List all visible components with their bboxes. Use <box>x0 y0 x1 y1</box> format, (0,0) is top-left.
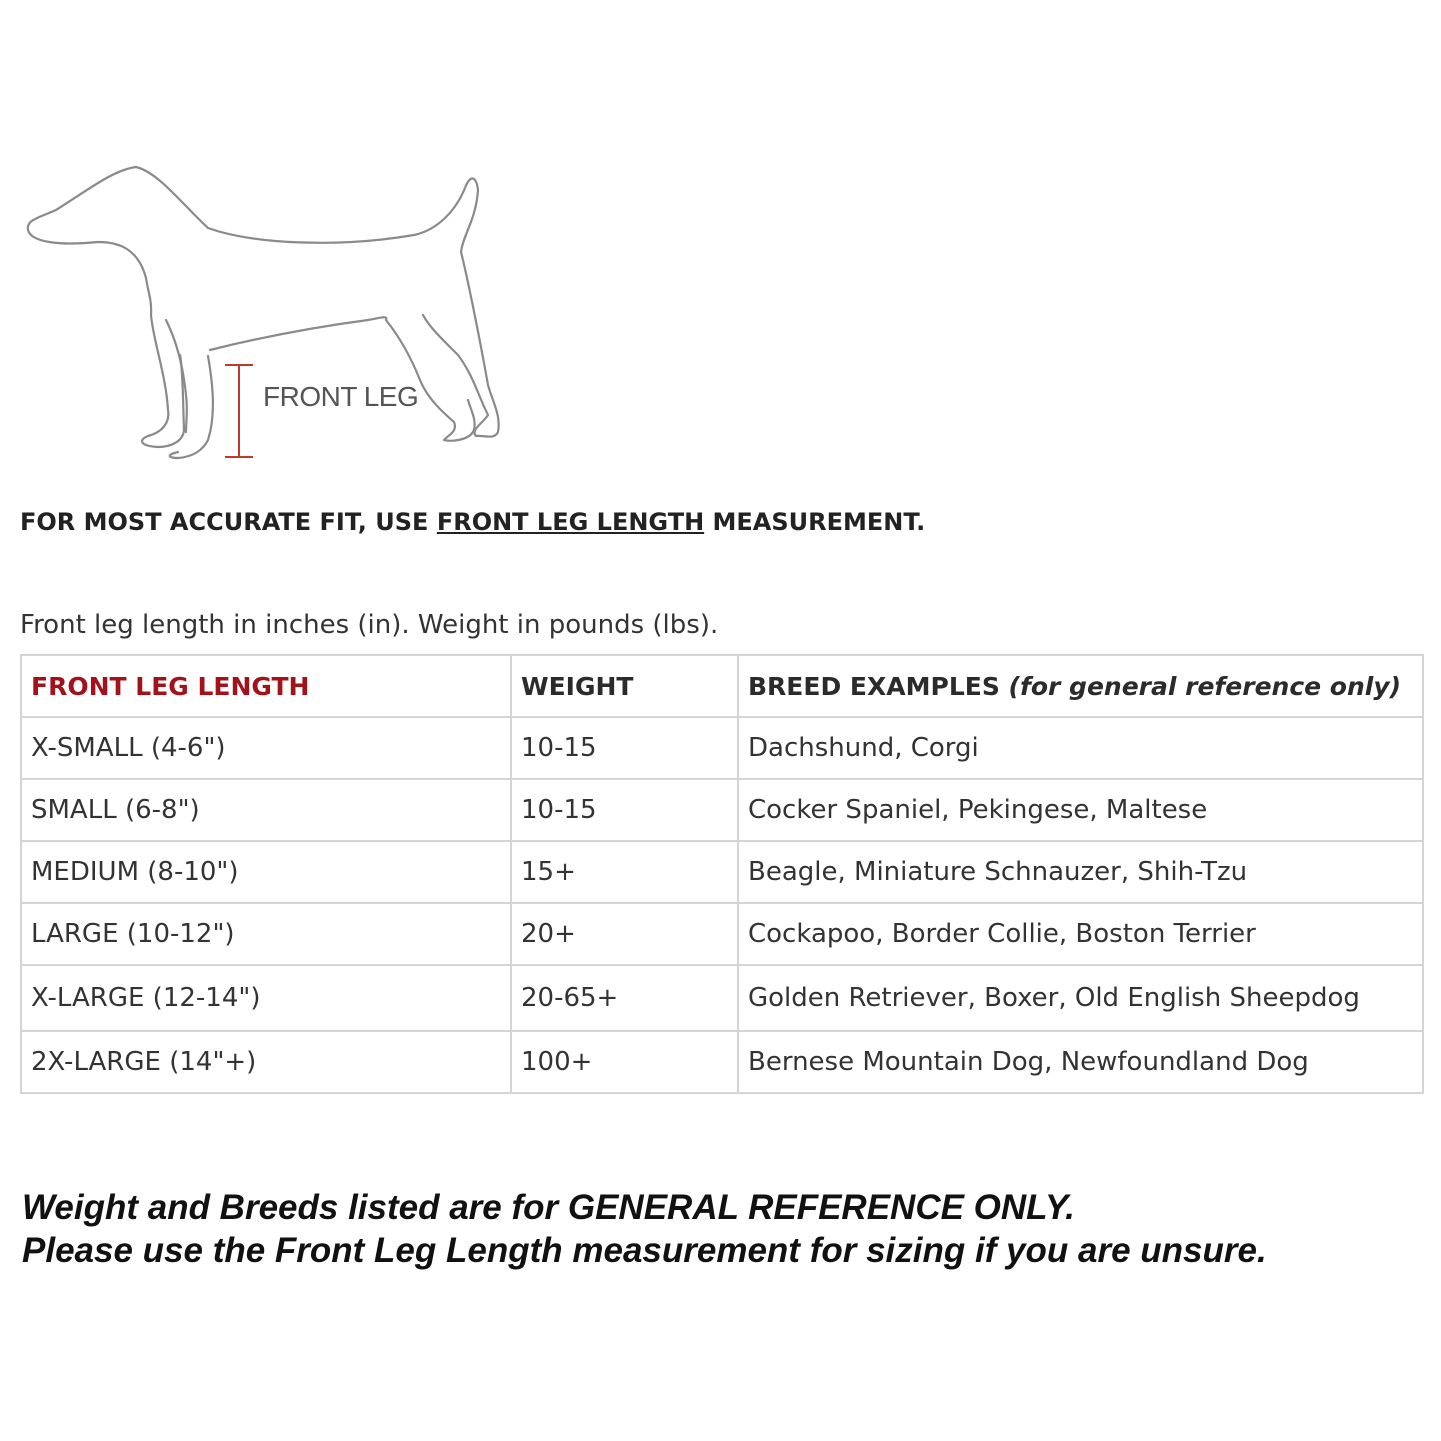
table-row <box>21 903 1423 965</box>
header-breed-examples <box>738 655 1423 717</box>
cell-weight: 10-15 <box>511 779 738 841</box>
measure-bar <box>225 365 253 457</box>
units-note: Front leg length in inches (in). Weight in pounds (lbs). <box>20 610 719 640</box>
cell-size: LARGE (10-12") <box>21 903 511 965</box>
disclaimer-line-1: Weight and Breeds listed are for GENERAL REFERENCE ONLY. <box>22 1188 1075 1227</box>
table-row <box>21 965 1423 1031</box>
cell-weight: 20-65+ <box>511 965 738 1031</box>
headline-emphasis: FRONT LEG LENGTH <box>436 508 705 536</box>
table-row <box>21 841 1423 903</box>
header-breeds-note: (for general reference only) <box>1008 671 1402 701</box>
size-chart-table <box>20 654 1424 1094</box>
table-row <box>21 717 1423 779</box>
table-row <box>21 779 1423 841</box>
headline-after: MEASUREMENT. <box>704 508 926 536</box>
cell-breeds: Cockapoo, Border Collie, Boston Terrier <box>738 903 1423 965</box>
dog-outline-icon <box>18 160 518 470</box>
front-leg-label: FRONT LEG <box>263 381 419 412</box>
disclaimer-line-2: Please use the Front Leg Length measurement for sizing if you are unsure. <box>22 1231 1267 1270</box>
cell-size: MEDIUM (8-10") <box>21 841 511 903</box>
cell-weight: 10-15 <box>511 717 738 779</box>
dog-measurement-diagram <box>18 160 518 470</box>
cell-size: SMALL (6-8") <box>21 779 511 841</box>
headline-before: FOR MOST ACCURATE FIT, USE <box>20 508 437 536</box>
cell-weight: 15+ <box>511 841 738 903</box>
header-front-leg-length: FRONT LEG LENGTH <box>21 655 511 717</box>
header-weight: WEIGHT <box>511 655 738 717</box>
cell-breeds: Dachshund, Corgi <box>738 717 1423 779</box>
cell-size: 2X-LARGE (14"+) <box>21 1031 511 1093</box>
cell-breeds: Bernese Mountain Dog, Newfoundland Dog <box>738 1031 1423 1093</box>
cell-breeds: Golden Retriever, Boxer, Old English Sheepdog <box>738 965 1423 1031</box>
cell-weight: 100+ <box>511 1031 738 1093</box>
table-header-row <box>21 655 1423 717</box>
header-breeds-label: BREED EXAMPLES <box>748 671 1009 701</box>
cell-breeds: Beagle, Miniature Schnauzer, Shih-Tzu <box>738 841 1423 903</box>
disclaimer <box>22 1186 1267 1272</box>
table-row <box>21 1031 1423 1093</box>
fit-headline <box>20 508 925 536</box>
cell-size: X-LARGE (12-14") <box>21 965 511 1031</box>
cell-breeds: Cocker Spaniel, Pekingese, Maltese <box>738 779 1423 841</box>
cell-size: X-SMALL (4-6") <box>21 717 511 779</box>
cell-weight: 20+ <box>511 903 738 965</box>
